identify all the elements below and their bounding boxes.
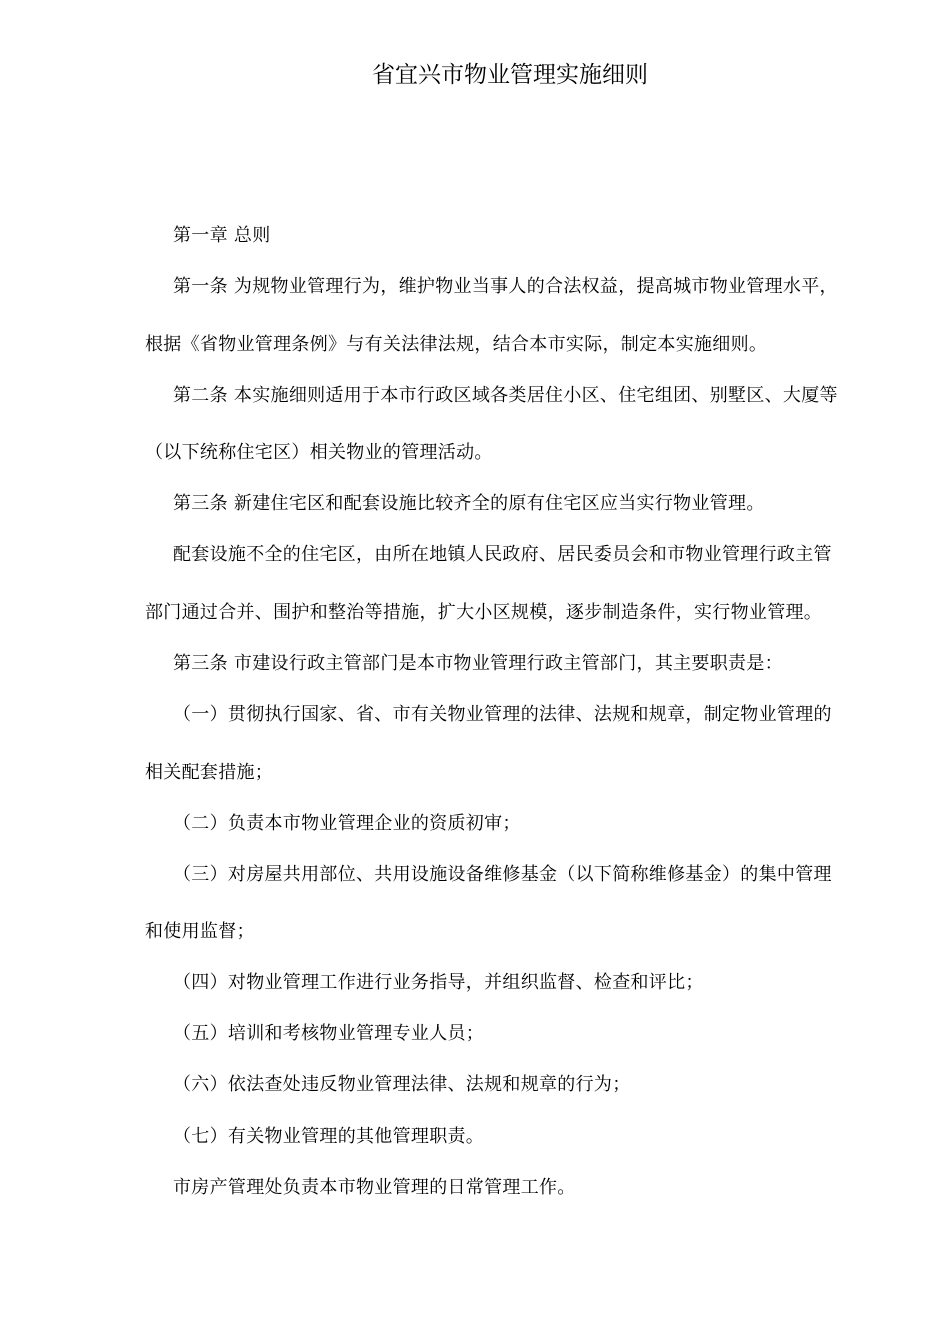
- paragraph-line-2: 部门通过合并、围护和整治等措施，扩大小区规模，逐步制造条件，实行物业管理。: [145, 602, 823, 623]
- item-1-line-2: 相关配套措施；: [145, 762, 274, 783]
- chapter-heading: 第一章 总则: [173, 225, 271, 246]
- item-3-line-2: 和使用监督；: [145, 921, 255, 942]
- paragraph-line-1: 配套设施不全的住宅区，由所在地镇人民政府、居民委员会和市物业管理行政主管: [173, 544, 832, 565]
- item-3-line-1: （三）对房屋共用部位、共用设施设备维修基金（以下简称维修基金）的集中管理: [173, 864, 832, 885]
- item-1-line-1: （一）贯彻执行国家、省、市有关物业管理的法律、法规和规章，制定物业管理的: [173, 704, 832, 725]
- item-5: （五）培训和考核物业管理专业人员；: [173, 1023, 485, 1044]
- item-2: （二）负责本市物业管理企业的资质初审；: [173, 813, 521, 834]
- item-7: （七）有关物业管理的其他管理职责。: [173, 1126, 485, 1147]
- item-4: （四）对物业管理工作进行业务指导，并组织监督、检查和评比；: [173, 972, 704, 993]
- article-3b-line-1: 第三条 市建设行政主管部门是本市物业管理行政主管部门，其主要职责是：: [173, 653, 783, 674]
- closing-paragraph: 市房产管理处负责本市物业管理的日常管理工作。: [173, 1177, 576, 1198]
- article-1-line-1: 第一条 为规物业管理行为，维护物业当事人的合法权益，提高城市物业管理水平，: [173, 276, 838, 297]
- article-2-line-2: （以下统称住宅区）相关物业的管理活动。: [145, 442, 493, 463]
- document-title: 省宜兴市物业管理实施细则: [372, 62, 648, 88]
- article-1-line-2: 根据《省物业管理条例》与有关法律法规，结合本市实际，制定本实施细则。: [145, 334, 768, 355]
- article-2-line-1: 第二条 本实施细则适用于本市行政区域各类居住小区、住宅组团、别墅区、大厦等: [173, 385, 838, 406]
- item-6: （六）依法查处违反物业管理法律、法规和规章的行为；: [173, 1074, 631, 1095]
- article-3-line-1: 第三条 新建住宅区和配套设施比较齐全的原有住宅区应当实行物业管理。: [173, 493, 765, 514]
